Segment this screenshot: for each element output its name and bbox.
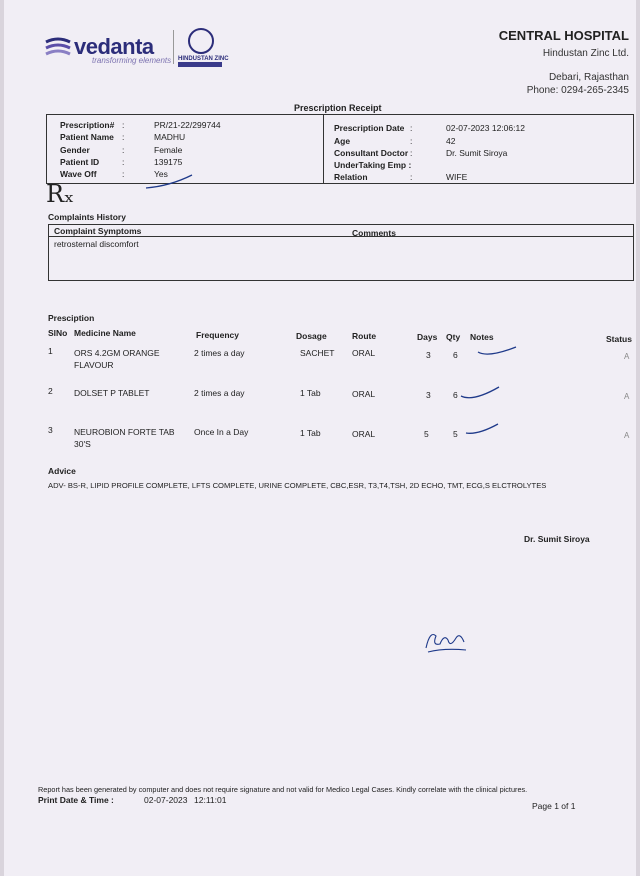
row-3-qty: 5 xyxy=(453,429,458,439)
page-number: Page 1 of 1 xyxy=(532,801,576,811)
colon: : xyxy=(122,169,125,179)
colon: : xyxy=(410,123,413,133)
row-2-dosage: 1 Tab xyxy=(300,388,321,398)
row-1-medicine-line1: ORS 4.2GM ORANGE xyxy=(74,348,160,358)
partner-bar xyxy=(178,62,222,67)
row-2-handwritten-tick xyxy=(459,384,503,402)
row-2-medicine-line1: DOLSET P TABLET xyxy=(74,388,150,398)
row-2-slno: 2 xyxy=(48,386,53,396)
row-1-qty: 6 xyxy=(453,350,458,360)
patient-name-label: Patient Name xyxy=(60,132,114,142)
hospital-name: CENTRAL HOSPITAL xyxy=(498,28,629,43)
row-2-frequency: 2 times a day xyxy=(194,388,245,398)
row-1-days: 3 xyxy=(426,350,431,360)
logo-divider xyxy=(173,30,174,64)
complaints-header-rule xyxy=(48,236,634,237)
receipt-title: Prescription Receipt xyxy=(294,103,382,113)
row-3-dosage: 1 Tab xyxy=(300,428,321,438)
row-2-status: A xyxy=(624,392,630,401)
col-route: Route xyxy=(352,331,377,341)
doctor-signature-name: Dr. Sumit Siroya xyxy=(524,534,590,544)
brand-name: vedanta xyxy=(74,34,154,59)
complaints-title: Complaints History xyxy=(48,212,126,222)
hindustan-zinc-emblem-icon xyxy=(188,28,214,54)
hospital-city: Debari, Rajasthan xyxy=(548,72,629,83)
col-notes: Notes xyxy=(470,332,494,342)
row-1-handwritten-tick xyxy=(476,344,520,358)
row-3-days: 5 xyxy=(424,429,429,439)
complaint-symptom: retrosternal discomfort xyxy=(54,239,139,249)
doctor-label: Consultant Doctor xyxy=(334,148,409,158)
col-frequency: Frequency xyxy=(196,330,239,340)
prescription-document xyxy=(4,0,636,876)
row-2-qty: 6 xyxy=(453,390,458,400)
hindustan-zinc-logo xyxy=(178,28,228,67)
colon: : xyxy=(410,148,413,158)
advice-text: ADV- BS-R, LIPID PROFILE COMPLETE, LFTS COMPLETE, URINE COMPLETE, CBC,ESR, T3,T4,TSH, 2D ECHO, TMT, ECG,S ELCTROLYTES xyxy=(48,481,547,490)
disclaimer-text: Report has been generated by computer and does not require signature and not valid for Medico Legal Cases. Kindly correlate with the clinical pictures. xyxy=(38,785,528,794)
age: 42 xyxy=(446,136,456,146)
wave-off: Yes xyxy=(154,169,168,179)
col-dosage: Dosage xyxy=(296,331,327,341)
patient-id: 139175 xyxy=(154,157,183,167)
row-3-status: A xyxy=(624,431,630,440)
colon: : xyxy=(410,172,413,182)
prescription-title: Presciption xyxy=(48,313,95,323)
prescription-no: PR/21-22/299744 xyxy=(154,120,221,130)
col-medicine: Medicine Name xyxy=(74,328,136,338)
row-1-medicine-line2: FLAVOUR xyxy=(74,360,114,370)
print-time: 12:11:01 xyxy=(194,795,227,805)
row-3-medicine-line2: 30'S xyxy=(74,439,91,449)
colon: : xyxy=(410,136,413,146)
row-2-route: ORAL xyxy=(352,389,376,399)
row-2-days: 3 xyxy=(426,390,431,400)
gender: Female xyxy=(154,145,183,155)
handwritten-tick-mark xyxy=(144,172,196,192)
col-qty: Qty xyxy=(446,332,461,342)
colon: : xyxy=(122,120,125,130)
relation-label: Relation xyxy=(334,172,368,182)
print-date: 02-07-2023 xyxy=(144,795,188,805)
hospital-phone: Phone: 0294-265-2345 xyxy=(526,85,629,96)
complaint-symptoms-header: Complaint Symptoms xyxy=(54,226,142,236)
hospital-org: Hindustan Zinc Ltd. xyxy=(542,48,629,59)
row-3-slno: 3 xyxy=(48,425,53,435)
colon: : xyxy=(122,132,125,142)
row-1-dosage: SACHET xyxy=(300,348,335,358)
prescription-date-label: Prescription Date xyxy=(334,123,405,133)
vedanta-wave-icon xyxy=(44,36,72,60)
row-1-status: A xyxy=(624,352,630,361)
handwritten-signature xyxy=(422,626,468,656)
row-3-medicine-line1: NEUROBION FORTE TAB xyxy=(74,427,175,437)
patient-name: MADHU xyxy=(154,132,186,142)
wave-off-label: Wave Off xyxy=(60,169,97,179)
prescription-no-label: Prescription# xyxy=(60,120,115,130)
row-3-handwritten-tick xyxy=(464,421,502,437)
doctor: Dr. Sumit Siroya xyxy=(446,148,508,158)
brand-tagline: transforming elements xyxy=(92,56,172,65)
row-1-slno: 1 xyxy=(48,346,53,356)
relation: WIFE xyxy=(446,172,468,182)
age-label: Age xyxy=(334,136,351,146)
undertaking-label: UnderTaking Emp : xyxy=(334,160,412,170)
col-slno: SlNo xyxy=(48,328,68,338)
row-1-frequency: 2 times a day xyxy=(194,348,245,358)
col-status: Status xyxy=(606,334,632,344)
rx-symbol: Rₓ xyxy=(46,180,75,208)
row-3-frequency: Once In a Day xyxy=(194,427,249,437)
comments-header: Comments xyxy=(352,228,396,238)
patient-box-divider xyxy=(323,115,324,183)
row-1-route: ORAL xyxy=(352,348,376,358)
advice-title: Advice xyxy=(48,466,76,476)
partner-name: HINDUSTAN ZINC xyxy=(178,56,229,62)
col-days: Days xyxy=(417,332,438,342)
gender-label: Gender xyxy=(60,145,90,155)
print-datetime-label: Print Date & Time : xyxy=(38,795,114,805)
row-3-route: ORAL xyxy=(352,429,376,439)
prescription-date: 02-07-2023 12:06:12 xyxy=(446,123,525,133)
colon: : xyxy=(122,157,125,167)
colon: : xyxy=(122,145,125,155)
patient-id-label: Patient ID xyxy=(60,157,100,167)
